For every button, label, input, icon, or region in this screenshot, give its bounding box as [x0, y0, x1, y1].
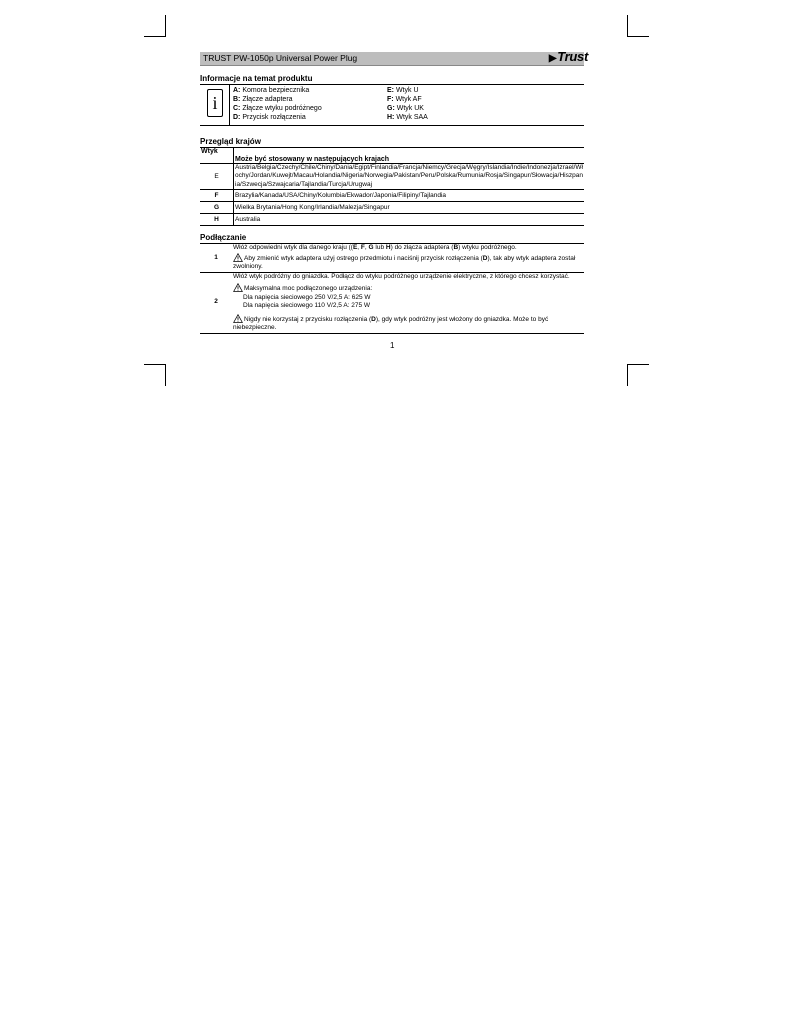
- header-bar: [200, 49, 588, 66]
- page-number: 1: [390, 341, 395, 350]
- countries-cell: Australia: [235, 216, 261, 223]
- step-row: [200, 272, 584, 333]
- plug-cell: E: [200, 163, 234, 190]
- steps-table: [200, 244, 584, 334]
- manual-page: [200, 49, 588, 334]
- connecting-title: Podłączanie: [200, 233, 584, 244]
- voltage-250: Dla napięcia sieciowego 250 V/2,5 A: 625 W: [243, 293, 371, 301]
- legend-item: G: Wtyk UK: [387, 105, 424, 112]
- countries-cell: Brazylia/Kanada/USA/Chiny/Kolumbia/Ekwador/Japonia/Filipiny/Tajlandia: [235, 192, 446, 199]
- warning-note: Nigdy nie korzystaj z przycisku rozłączenia (D), gdy wtyk podróżny jest włożony do gniazdka. Może to być niebezpieczne.: [233, 315, 549, 331]
- crop-mark: [165, 364, 166, 386]
- legend-item: H: Wtyk SAA: [387, 114, 428, 121]
- step-row: [200, 244, 584, 272]
- legend-item: C: Złącze wtyku podróżnego: [233, 105, 322, 112]
- legend-item: B: Złącze adaptera: [233, 96, 293, 103]
- warning-icon: [233, 314, 243, 323]
- step-text: Włóż odpowiedni wtyk dla danego kraju ((E, F, G lub H) do złącza adaptera (B) wtyku podróżnego.: [233, 244, 517, 251]
- countries-table: [200, 148, 584, 226]
- header-title: TRUST PW-1050p Universal Power Plug: [203, 53, 358, 63]
- crop-mark: [627, 15, 628, 36]
- table-row: [200, 202, 584, 214]
- plug-cell: G: [200, 202, 234, 214]
- step-number: 1: [214, 253, 218, 261]
- legend-item: E: Wtyk U: [387, 87, 419, 94]
- warning-icon: [233, 253, 243, 262]
- crop-mark: [144, 364, 166, 365]
- info-icon: i: [207, 89, 223, 117]
- legend-item: A: Komora bezpiecznika: [233, 87, 310, 94]
- step-text: Włóż wtyk podróżny do gniazdka. Podłącz do wtyku podróżnego urządzenie elektryczne, z którego chcesz korzystać.: [233, 272, 570, 280]
- step-content: [232, 244, 584, 272]
- product-info-box: [200, 85, 584, 126]
- trust-logo: ▶Trust: [548, 49, 588, 64]
- plug-cell: F: [200, 190, 234, 202]
- step-content: [232, 272, 584, 333]
- warning-icon: [233, 283, 243, 292]
- plug-cell: H: [200, 214, 234, 226]
- table-row: [200, 190, 584, 202]
- voltage-110: Dla napięcia sieciowego 110 V/2,5 A: 275 W: [243, 302, 371, 309]
- product-info-title: Informacje na temat produktu: [200, 74, 584, 85]
- legend-item: D: Przycisk rozłączenia: [233, 114, 306, 121]
- table-row: [200, 163, 584, 190]
- crop-mark: [627, 36, 649, 37]
- crop-mark: [144, 36, 166, 37]
- legend-left: [233, 86, 322, 122]
- warning-note: Maksymalna moc podłączonego urządzenia:: [233, 283, 583, 294]
- step-number: 2: [214, 298, 218, 306]
- table-row: [200, 214, 584, 226]
- crop-mark: [627, 364, 628, 386]
- crop-mark: [165, 15, 166, 36]
- crop-mark: [627, 364, 649, 365]
- countries-cell: Wielka Brytania/Hong Kong/Irlandia/Malezja/Singapur: [235, 204, 390, 211]
- countries-title: Przegląd krajów: [200, 137, 584, 148]
- countries-column-header: Może być stosowany w następujących krajach: [235, 155, 390, 163]
- plug-column-header: Wtyk: [200, 148, 234, 163]
- legend-right: [387, 86, 428, 122]
- countries-cell: Austria/Belgia/Czechy/Chile/Chiny/Dania/Egipt/Finlandia/Francja/Niemcy/Grecja/Węgry/Islandia/Indie/Indonezja/Izrael/Włochy/Jordan/Kuwejt/Macau/Holandia/Nigeria/Norwegia/Pakistan/Peru/Polska/Rumunia/Rosja/Singapur/Słowacja/Hiszpania/Szwecja/Szwajcaria/Tajlandia/Turcja/Urugwaj: [235, 163, 583, 188]
- legend-item: F: Wtyk AF: [387, 96, 422, 103]
- warning-note: Aby zmienić wtyk adaptera użyj ostrego przedmiotu i naciśnij przycisk rozłączenia (D), tak aby wtyk adaptera został zwolniony.: [233, 254, 576, 270]
